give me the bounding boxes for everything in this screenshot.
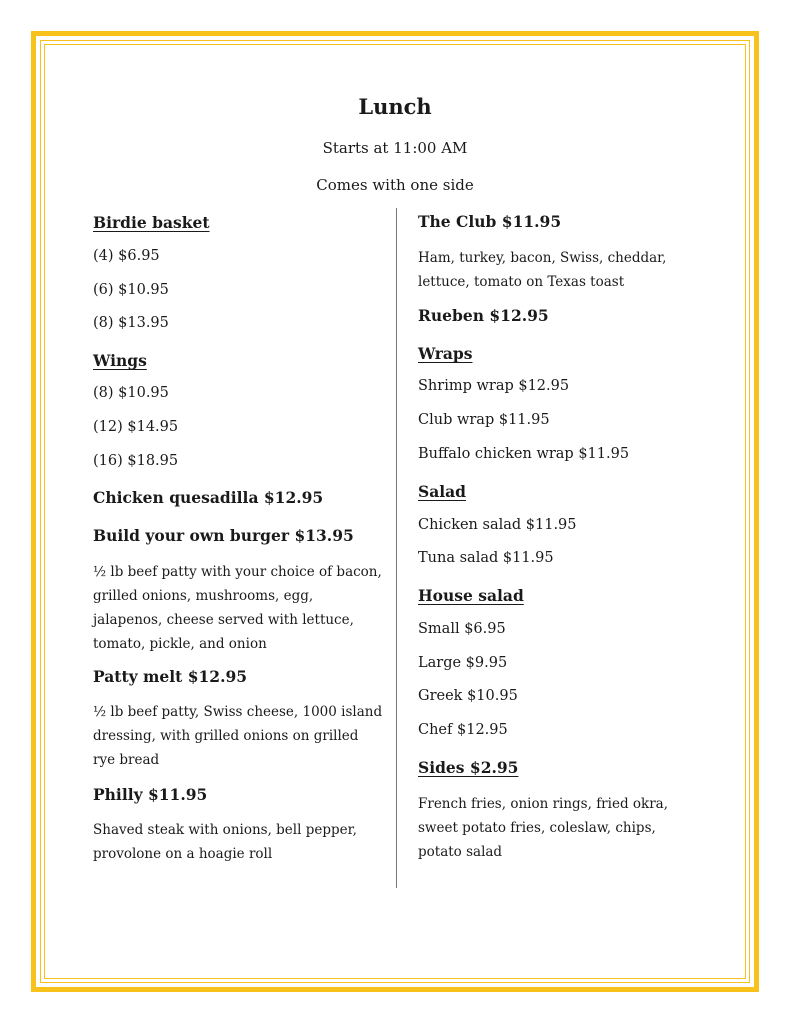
start-time: Starts at 11:00 AM: [322, 139, 468, 157]
club-description: Ham, turkey, bacon, Swiss, cheddar, lettuce, tomato on Texas toast: [418, 250, 667, 290]
wrap-item-buffalo: Buffalo chicken wrap $11.95: [418, 446, 630, 462]
club-heading: The Club $11.95: [418, 212, 562, 231]
patty-melt-heading: Patty melt $12.95: [93, 667, 248, 686]
house-salad-large: Large $9.95: [418, 655, 508, 671]
quesadilla-heading: Chicken quesadilla $12.95: [93, 488, 324, 507]
side-note: Comes with one side: [316, 176, 474, 194]
birdie-price-4: (4) $6.95: [93, 248, 160, 264]
menu-title: Lunch: [358, 94, 432, 119]
birdie-price-6: (6) $10.95: [93, 282, 169, 298]
philly-description: Shaved steak with onions, bell pepper, provolone on a hoagie roll: [93, 822, 357, 862]
house-salad-greek: Greek $10.95: [418, 688, 518, 704]
house-salad-small: Small $6.95: [418, 621, 506, 637]
birdie-price-8: (8) $13.95: [93, 315, 169, 331]
wings-heading: Wings: [93, 351, 147, 370]
house-salad-heading: House salad: [418, 586, 524, 605]
burger-description: ½ lb beef patty with your choice of bacon, grilled onions, mushrooms, egg, jalapenos, cheese served with lettuce, tomato, pickle, and onion: [93, 564, 382, 652]
salad-heading: Salad: [418, 482, 467, 501]
column-divider: [396, 208, 397, 888]
house-salad-chef: Chef $12.95: [418, 722, 508, 738]
salad-item-chicken: Chicken salad $11.95: [418, 517, 577, 533]
wings-price-12: (12) $14.95: [93, 419, 179, 435]
wrap-item-club: Club wrap $11.95: [418, 412, 550, 428]
burger-heading: Build your own burger $13.95: [93, 526, 354, 545]
patty-melt-description: ½ lb beef patty, Swiss cheese, 1000 island dressing, with grilled onions on grilled rye bread: [93, 704, 383, 768]
wings-price-8: (8) $10.95: [93, 385, 169, 401]
birdie-basket-heading: Birdie basket: [93, 213, 210, 232]
wraps-heading: Wraps: [418, 344, 473, 363]
wings-price-16: (16) $18.95: [93, 453, 179, 469]
salad-item-tuna: Tuna salad $11.95: [418, 550, 554, 566]
philly-heading: Philly $11.95: [93, 785, 208, 804]
wrap-item-shrimp: Shrimp wrap $12.95: [418, 378, 570, 394]
rueben-heading: Rueben $12.95: [418, 306, 549, 325]
sides-description: French fries, onion rings, fried okra, sweet potato fries, coleslaw, chips, potato salad: [418, 796, 668, 860]
sides-heading: Sides $2.95: [418, 758, 519, 777]
